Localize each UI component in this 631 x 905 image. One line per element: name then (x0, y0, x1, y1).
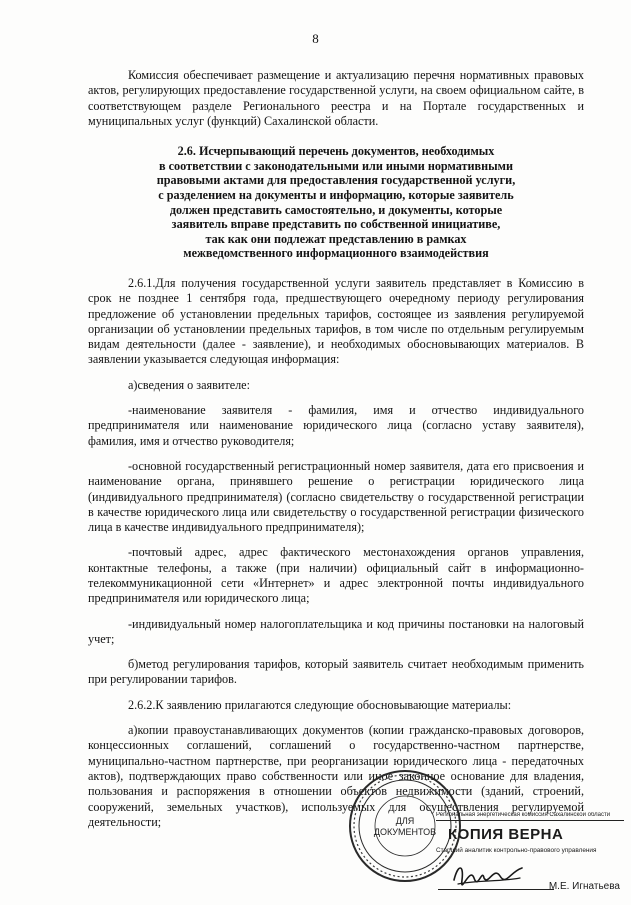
item-a-address: -почтовый адрес, адрес фактического местонахождения органов управления, контактные телефоны, а также (при наличии) официальный сайт в информационно-телекоммуникационной сети «Интернет» и адрес электронной почты индивидуального предпринимателя или юридического лица; (88, 545, 584, 606)
stamp-text-line: ДЛЯ (395, 816, 415, 826)
paragraph-2-6-2: 2.6.2.К заявлению прилагаются следующие обосновывающие материалы: (128, 697, 512, 712)
stamp-text-line: ДОКУМЕНТОВ (373, 827, 437, 837)
section-heading-line: должен представить самостоятельно, и документы, которые (169, 202, 503, 217)
item-a-applicant-info: а)сведения о заявителе: (128, 377, 250, 392)
item-a-name: -наименование заявителя - фамилия, имя и отчество индивидуального предпринимателя или наименование юридического лица (согласно уставу заявителя), фамилия, имя и отчество руководителя; (88, 403, 584, 448)
document-body (88, 68, 584, 830)
section-heading-line: так как они подлежат представлению в рамках (205, 231, 467, 246)
item-a-inn: -индивидуальный номер налогоплательщика и код причины постановки на налоговый учет; (88, 616, 584, 646)
section-heading-2-6 (88, 144, 584, 261)
certification-title: КОПИЯ ВЕРНА (448, 826, 564, 843)
certification-organization: Региональная энергетическая комиссия Сахалинской области (436, 812, 624, 821)
section-heading-line: межведомственного информационного взаимодействия (183, 246, 489, 261)
section-heading-line: 2.6. Исчерпывающий перечень документов, необходимых (177, 144, 495, 159)
section-heading-line: заявитель вправе представить по собственной инициативе, (171, 217, 501, 232)
page-number: 8 (312, 31, 319, 46)
item-b-method: б)метод регулирования тарифов, который заявитель считает необходимым применить при регулировании тарифов. (88, 657, 584, 687)
paragraph-2-6-1: 2.6.1.Для получения государственной услуги заявитель представляет в Комиссию в срок не позднее 1 сентября года, предшествующего очередному периоду регулирования предложение об установлении предельных тарифов, состоящее из заявления регулируемой организации об установлении предельных тарифов, в том числе по отдельным регулируемым видам деятельности (далее - заявление), и необходимых обосновывающих материалов. В заявлении указывается следующая информация: (88, 275, 584, 367)
item-a-ogrn: -основной государственный регистрационный номер заявителя, дата его присвоения и наименование органа, принявшего решение о регистрации юридического лица (индивидуального предпринимателя) (согласно свидетельству о государственной регистрации в качестве юридического лица или свидетельству о государственной регистрации физического лица в качестве индивидуального предпринимателя); (88, 458, 584, 535)
item-2a-documents: а)копии правоустанавливающих документов (копии гражданско-правовых договоров, концессионных соглашений, соглашений о государственно-частном партнерстве, муниципально-частном партнерстве, при реорганизации юридического лица - передаточных актов), подтверждающих право собственности или иное законное основание для владения, пользования и распоряжения в отношении объектов недвижимости (зданий, строений, сооружений, земельных участков), используемых для осуществления регулируемой деятельности; (88, 723, 584, 829)
section-heading-line: в соответствии с законодательными или иными нормативными (159, 158, 513, 173)
certifier-name: М.Е. Игнатьева (548, 881, 620, 892)
section-heading-line: с разделением на документы и информацию, которые заявитель (158, 187, 514, 202)
intro-paragraph: Комиссия обеспечивает размещение и актуализацию перечня нормативных правовых актов, регулирующих предоставление государственной услуги, на своем официальном сайте, в соответствующем разделе Регионального реестра и на Портале государственных и муниципальных услуг (функций) Сахалинской области. (88, 68, 584, 128)
handwritten-signature (448, 858, 528, 890)
certifier-position: Старший аналитик контрольно-правового управления (436, 847, 597, 854)
section-heading-line: правовыми актами для предоставления государственной услуги, (156, 173, 516, 188)
